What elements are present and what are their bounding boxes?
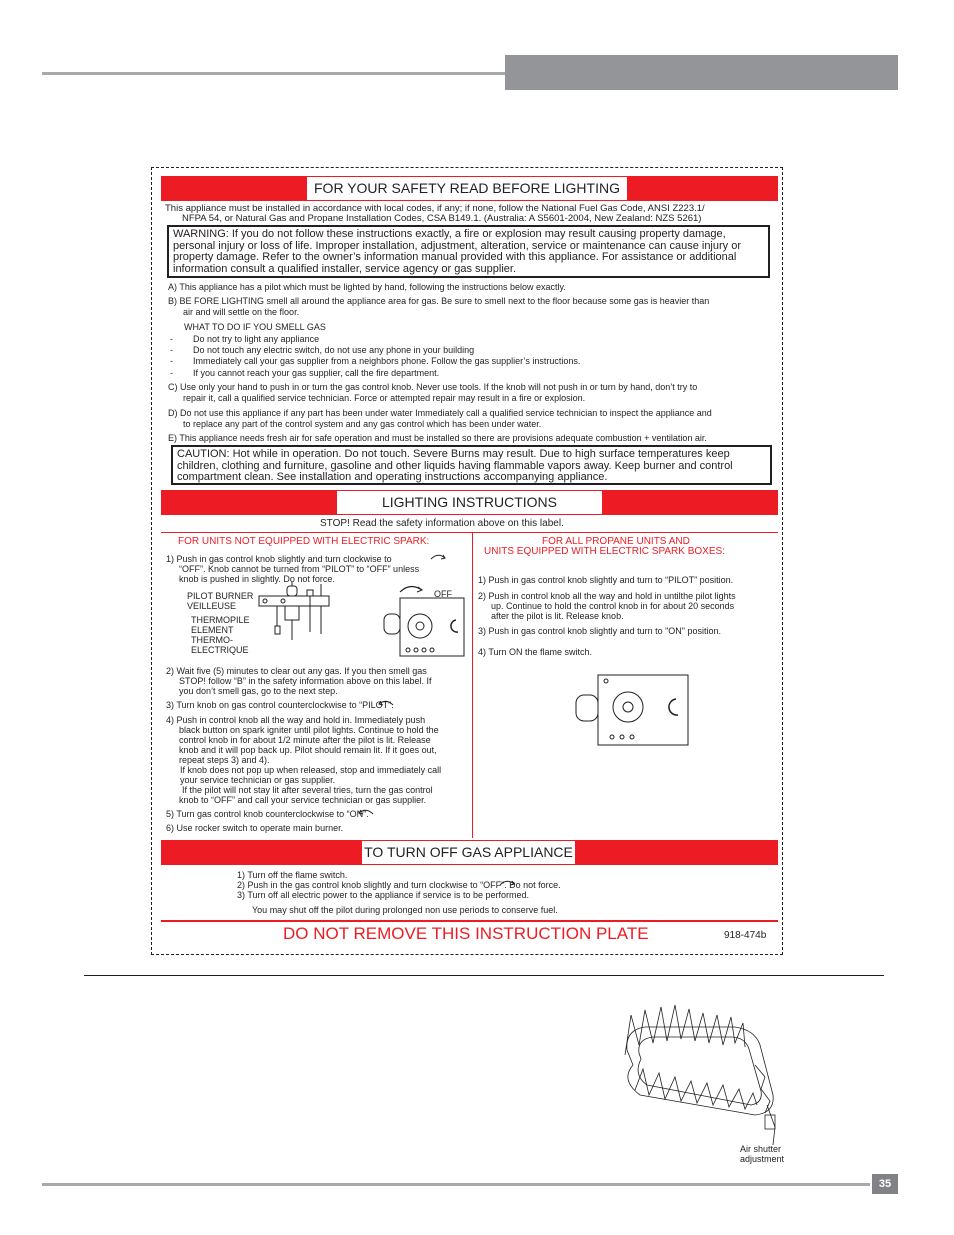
left-step-1b: “OFF”. Knob cannot be turned from “PILOT” to “OFF” unless bbox=[179, 564, 420, 574]
left-step-3: 3) Turn knob on gas control counterclockwise to “PILOT”. bbox=[166, 700, 394, 710]
left-step-4a: 4) Push in control knob all the way and hold in. Immediately push bbox=[166, 715, 426, 725]
label-element: ELEMENT bbox=[191, 625, 234, 635]
header-rule bbox=[42, 72, 505, 75]
right-step-3: 3) Push in gas control knob slightly and turn to "ON" position. bbox=[478, 626, 722, 636]
right-step-2c: after the pilot is lit. Release knob. bbox=[491, 611, 624, 621]
smell-item: Immediately call your gas supplier from a neighbors phone. Follow the gas supplier’s instructions. bbox=[193, 356, 581, 366]
section-separator bbox=[84, 975, 884, 976]
left-step-1c: knob is pushed in slightly. Do not force. bbox=[179, 574, 335, 584]
left-col-title: FOR UNITS NOT EQUIPPED WITH ELECTRIC SPARK: bbox=[178, 536, 430, 547]
smell-bullet: - bbox=[170, 356, 173, 366]
turnoff-step-3: 3) Turn off all electric power to the appliance if service is to be performed. bbox=[237, 890, 529, 900]
pilot-burner-diagram bbox=[257, 582, 335, 650]
figure-label-1: Air shutter bbox=[740, 1144, 782, 1154]
item-b-line-1: B) BE FORE LIGHTING smell all around the appliance area for gas. Be sure to smell next to the floor because some gas is heavier than bbox=[168, 296, 710, 306]
left-step-4b: black button on spark igniter until pilot lights. Continue to hold the bbox=[179, 725, 439, 735]
item-c-line-2: repair it, call a qualified service technician. Force or attempted repair may result in a fire or explosion. bbox=[183, 393, 586, 403]
label-off: OFF bbox=[434, 589, 452, 599]
smell-bullet: - bbox=[170, 368, 173, 378]
label-thermo: THERMO- bbox=[191, 635, 233, 645]
right-step-2a: 2) Push in control knob all the way and hold in untilthe pilot lights bbox=[478, 591, 736, 601]
column-top-rule bbox=[161, 532, 778, 533]
left-step-5: 5) Turn gas control knob counterclockwise to “ON”. bbox=[166, 809, 369, 819]
warning-box: WARNING: If you do not follow these instructions exactly, a fire or explosion may result causing property damage, personal injury or loss of life. Improper installation, adjustment, alteration, service or maintenance can cause injury or property damage. Refer to the owner’s information manual provided with this appliance. For assistance or additional information consult a qualified installer, service agency or gas supplier. bbox=[167, 225, 770, 278]
turnoff-step-1: 1) Turn off the flame switch. bbox=[237, 870, 348, 880]
part-number: 918-474b bbox=[724, 930, 767, 941]
right-step-1: 1) Push in gas control knob slightly and turn to “PILOT” position. bbox=[478, 575, 734, 585]
lighting-title: LIGHTING INSTRUCTIONS bbox=[337, 491, 602, 514]
instruction-plate bbox=[151, 167, 783, 955]
left-step-2b: STOP! follow “B” in the safety information above on this label. If bbox=[179, 676, 432, 686]
item-d-line-1: D) Do not use this appliance if any part has been under water Immediately call a qualified service technician to inspect the appliance and bbox=[168, 408, 712, 418]
smell-item: Do not try to light any appliance bbox=[193, 334, 320, 344]
gas-valve-diagram bbox=[380, 580, 468, 660]
smell-gas-title: WHAT TO DO IF YOU SMELL GAS bbox=[184, 322, 326, 332]
smell-bullet: - bbox=[170, 345, 173, 355]
gas-valve-diagram-right bbox=[572, 673, 692, 749]
right-col-title-2: UNITS EQUIPPED WITH ELECTRIC SPARK BOXES: bbox=[484, 546, 725, 557]
stop-line: STOP! Read the safety information above on this label. bbox=[320, 518, 564, 529]
intro-line-2: NFPA 54, or Natural Gas and Propane Installation Codes, CSA B149.1. (Australia: A S5601-2004, New Zealand: NZS 5261) bbox=[182, 213, 702, 224]
counterclockwise-arrow-icon bbox=[357, 807, 375, 815]
clockwise-arrow-icon bbox=[429, 552, 447, 560]
label-thermopile: THERMOPILE bbox=[191, 615, 250, 625]
smell-item: If you cannot reach your gas supplier, call the fire department. bbox=[193, 368, 440, 378]
label-pilot-burner: PILOT BURNER bbox=[187, 591, 254, 601]
header-block bbox=[505, 55, 898, 90]
smell-bullet: - bbox=[170, 334, 173, 344]
item-b-line-2: air and will settle on the floor. bbox=[183, 307, 300, 317]
turnoff-title: TO TURN OFF GAS APPLIANCE bbox=[362, 841, 575, 864]
caution-box: CAUTION: Hot while in operation. Do not touch. Severe Burns may result. Due to high surface temperatures keep children, clothing and furniture, gasoline and other liquids having flammable vapors away. Keep burner and control compartment clean. See installation and operating instructions accompanying appliance. bbox=[171, 445, 772, 485]
do-not-remove-notice: DO NOT REMOVE THIS INSTRUCTION PLATE bbox=[283, 924, 649, 943]
left-step-4d: knob and it will pop back up. Pilot should remain lit. If it goes out, bbox=[179, 745, 437, 755]
counterclockwise-arrow-icon bbox=[377, 698, 395, 706]
column-divider bbox=[472, 532, 473, 838]
left-step-6: 6) Use rocker switch to operate main burner. bbox=[166, 823, 344, 833]
figure-label-2: adjustment bbox=[740, 1154, 785, 1164]
item-a: A) This appliance has a pilot which must be lighted by hand, following the instructions below exactly. bbox=[168, 282, 566, 292]
left-step-4c: control knob in for about 1/2 minute after the pilot is lit. Release bbox=[179, 735, 431, 745]
clockwise-arrow-icon bbox=[498, 878, 516, 886]
footer-rule bbox=[42, 1183, 870, 1186]
item-d-line-2: to replace any part of the control system and any gas control which has been under water. bbox=[183, 419, 542, 429]
left-step-2c: you don’t smell gas, go to the next step. bbox=[179, 686, 338, 696]
turnoff-step-2: 2) Push in the gas control knob slightly and turn clockwise to “OFF”. Do not force. bbox=[237, 880, 561, 890]
left-step-2a: 2) Wait five (5) minutes to clear out any gas. If you then smell gas bbox=[166, 666, 427, 676]
intro-line-1: This appliance must be installed in accordance with local codes, if any; if none, follow the National Fuel Gas Code, ANSI Z223.1/ bbox=[165, 203, 705, 214]
label-veilleuse: VEILLEUSE bbox=[187, 601, 237, 611]
right-col-title-1: FOR ALL PROPANE UNITS AND bbox=[542, 536, 690, 547]
left-step-4g: your service technician or gas supplier. bbox=[180, 775, 336, 785]
left-step-1a: 1) Push in gas control knob slightly and turn clockwise to bbox=[166, 554, 392, 564]
safety-title: FOR YOUR SAFETY READ BEFORE LIGHTING bbox=[307, 177, 627, 200]
page-number: 35 bbox=[872, 1174, 898, 1194]
left-step-4f: If knob does not pop up when released, stop and immediately call bbox=[180, 765, 442, 775]
smell-item: Do not touch any electric switch, do not use any phone in your building bbox=[193, 345, 475, 355]
bottom-red-rule bbox=[161, 920, 778, 922]
left-step-4h: If the pilot will not stay lit after several tries, turn the gas control bbox=[182, 785, 433, 795]
right-step-4: 4) Turn ON the flame switch. bbox=[478, 647, 593, 657]
label-electrique: ELECTRIQUE bbox=[191, 645, 249, 655]
left-step-4e: repeat steps 3) and 4). bbox=[179, 755, 270, 765]
item-c-line-1: C) Use only your hand to push in or turn the gas control knob. Never use tools. If the knob will not push in or turn by hand, don’t try to bbox=[168, 382, 698, 392]
burner-flame-figure bbox=[615, 1005, 800, 1155]
turnoff-note: You may shut off the pilot during prolonged non use periods to conserve fuel. bbox=[252, 905, 558, 915]
item-e: E) This appliance needs fresh air for safe operation and must be installed so there are provisions adequate combustion + ventilation air. bbox=[168, 433, 707, 443]
left-step-4i: knob to “OFF” and call your service technician or gas supplier. bbox=[179, 795, 427, 805]
right-step-2b: up. Continue to hold the control knob in for about 20 seconds bbox=[491, 601, 735, 611]
